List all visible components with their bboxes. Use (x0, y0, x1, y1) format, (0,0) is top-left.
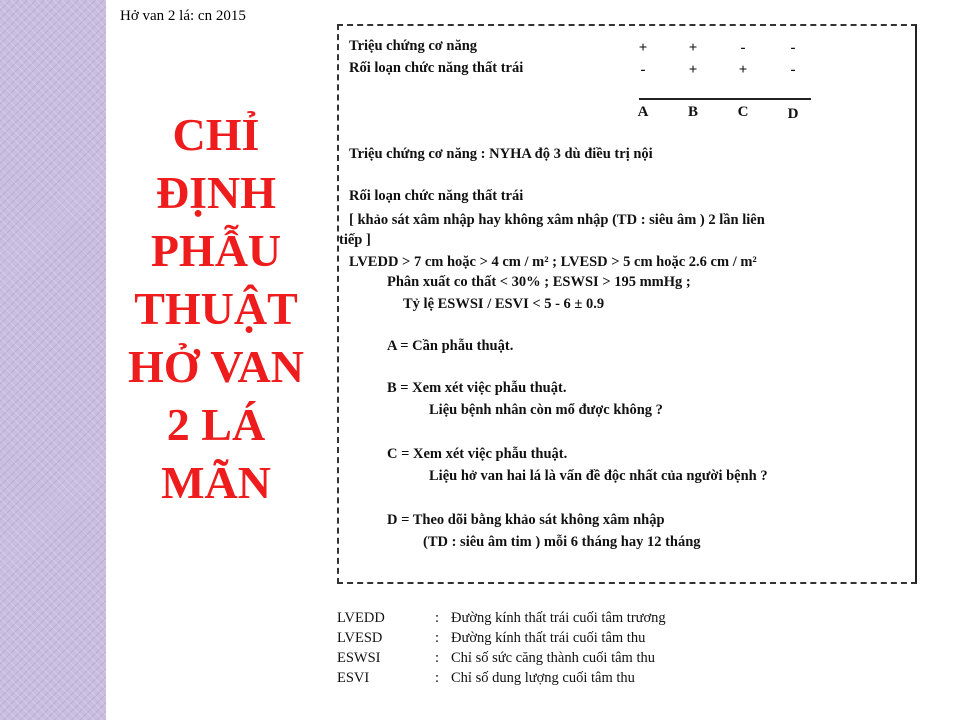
abbreviation-colon: : (435, 650, 440, 666)
abbreviation-definition: Chỉ số dung lượng cuối tâm thu (451, 670, 635, 686)
abbreviation-legend (337, 610, 757, 690)
recommendation-b: B = Xem xét việc phẫu thuật. (387, 380, 567, 396)
abbreviation-definition: Đường kính thất trái cuối tâm trương (451, 610, 666, 626)
grid-mark: - (790, 40, 796, 56)
recommendation-d: D = Theo dõi bằng khảo sát không xâm nhập (387, 512, 665, 528)
criteria-ratio: Tỷ lệ ESWSI / ESVI < 5 - 6 ± 0.9 (403, 296, 605, 312)
recommendation-a: A = Cần phẫu thuật. (387, 338, 514, 354)
grid-mark: - (640, 62, 646, 78)
header-note: Hở van 2 lá: cn 2015 (120, 8, 246, 24)
grid-mark: + (688, 40, 698, 56)
abbreviation-term: ESWSI (337, 650, 381, 666)
recommendation-b-note: Liệu bệnh nhân còn mổ được không ? (429, 402, 663, 418)
column-rule (639, 98, 811, 100)
recommendation-c-note: Liệu hở van hai lá là vấn đề độc nhất của người bệnh ? (429, 468, 768, 484)
title-line: HỞ VAN (128, 341, 304, 392)
abbreviation-row (337, 630, 757, 650)
abbreviation-definition: Đường kính thất trái cuối tâm thu (451, 630, 646, 646)
column-label: C (737, 104, 749, 120)
abbreviation-definition: Chỉ số sức căng thành cuối tâm thu (451, 650, 655, 666)
abbreviation-row (337, 670, 757, 690)
criteria-lvedd: LVEDD > 7 cm hoặc > 4 cm / m² ; LVESD > 5 cm hoặc 2.6 cm / m² (349, 254, 757, 270)
abbreviation-colon: : (435, 630, 440, 646)
grid-mark: + (688, 62, 698, 78)
title-line: 2 LÁ (166, 399, 266, 450)
grid-mark: - (740, 40, 746, 56)
title-line: THUẬT (134, 283, 298, 334)
abbreviation-term: LVESD (337, 630, 383, 646)
recommendation-c: C = Xem xét việc phẫu thuật. (387, 446, 568, 462)
abbreviation-row (337, 610, 757, 630)
grid-mark: + (738, 62, 748, 78)
abbreviation-colon: : (435, 610, 440, 626)
column-label: B (687, 104, 698, 120)
title-line: ĐỊNH (155, 167, 277, 218)
column-label: D (787, 106, 799, 122)
recommendation-d-note: (TD : siêu âm tim ) mỗi 6 tháng hay 12 tháng (423, 534, 701, 550)
criteria-symptoms: Triệu chứng cơ năng : NYHA độ 3 dù điều trị nội (349, 146, 653, 162)
criteria-lv-dysfunction: Rối loạn chức năng thất trái (349, 188, 524, 204)
abbreviation-term: LVEDD (337, 610, 385, 626)
title-line: MÃN (161, 457, 271, 508)
scanned-guideline-box (337, 24, 917, 584)
criteria-survey: [ khảo sát xâm nhập hay không xâm nhập (TD : siêu âm ) 2 lần liên (349, 212, 765, 228)
grid-mark: - (790, 62, 796, 78)
abbreviation-row (337, 650, 757, 670)
decorative-sidebar (0, 0, 106, 720)
criteria-survey-cont: tiếp ] (339, 232, 371, 248)
abbreviation-colon: : (435, 670, 440, 686)
abbreviation-term: ESVI (337, 670, 370, 686)
title-line: CHỈ (172, 109, 260, 160)
title-line: PHẪU (150, 225, 282, 276)
slide-title (112, 106, 320, 512)
grid-row-label: Rối loạn chức năng thất trái (349, 60, 524, 76)
criteria-ejection-fraction: Phân xuất co thất < 30% ; ESWSI > 195 mmHg ; (387, 274, 691, 290)
column-label: A (637, 104, 649, 120)
grid-mark: + (638, 40, 648, 56)
grid-row-label: Triệu chứng cơ năng (349, 38, 478, 54)
